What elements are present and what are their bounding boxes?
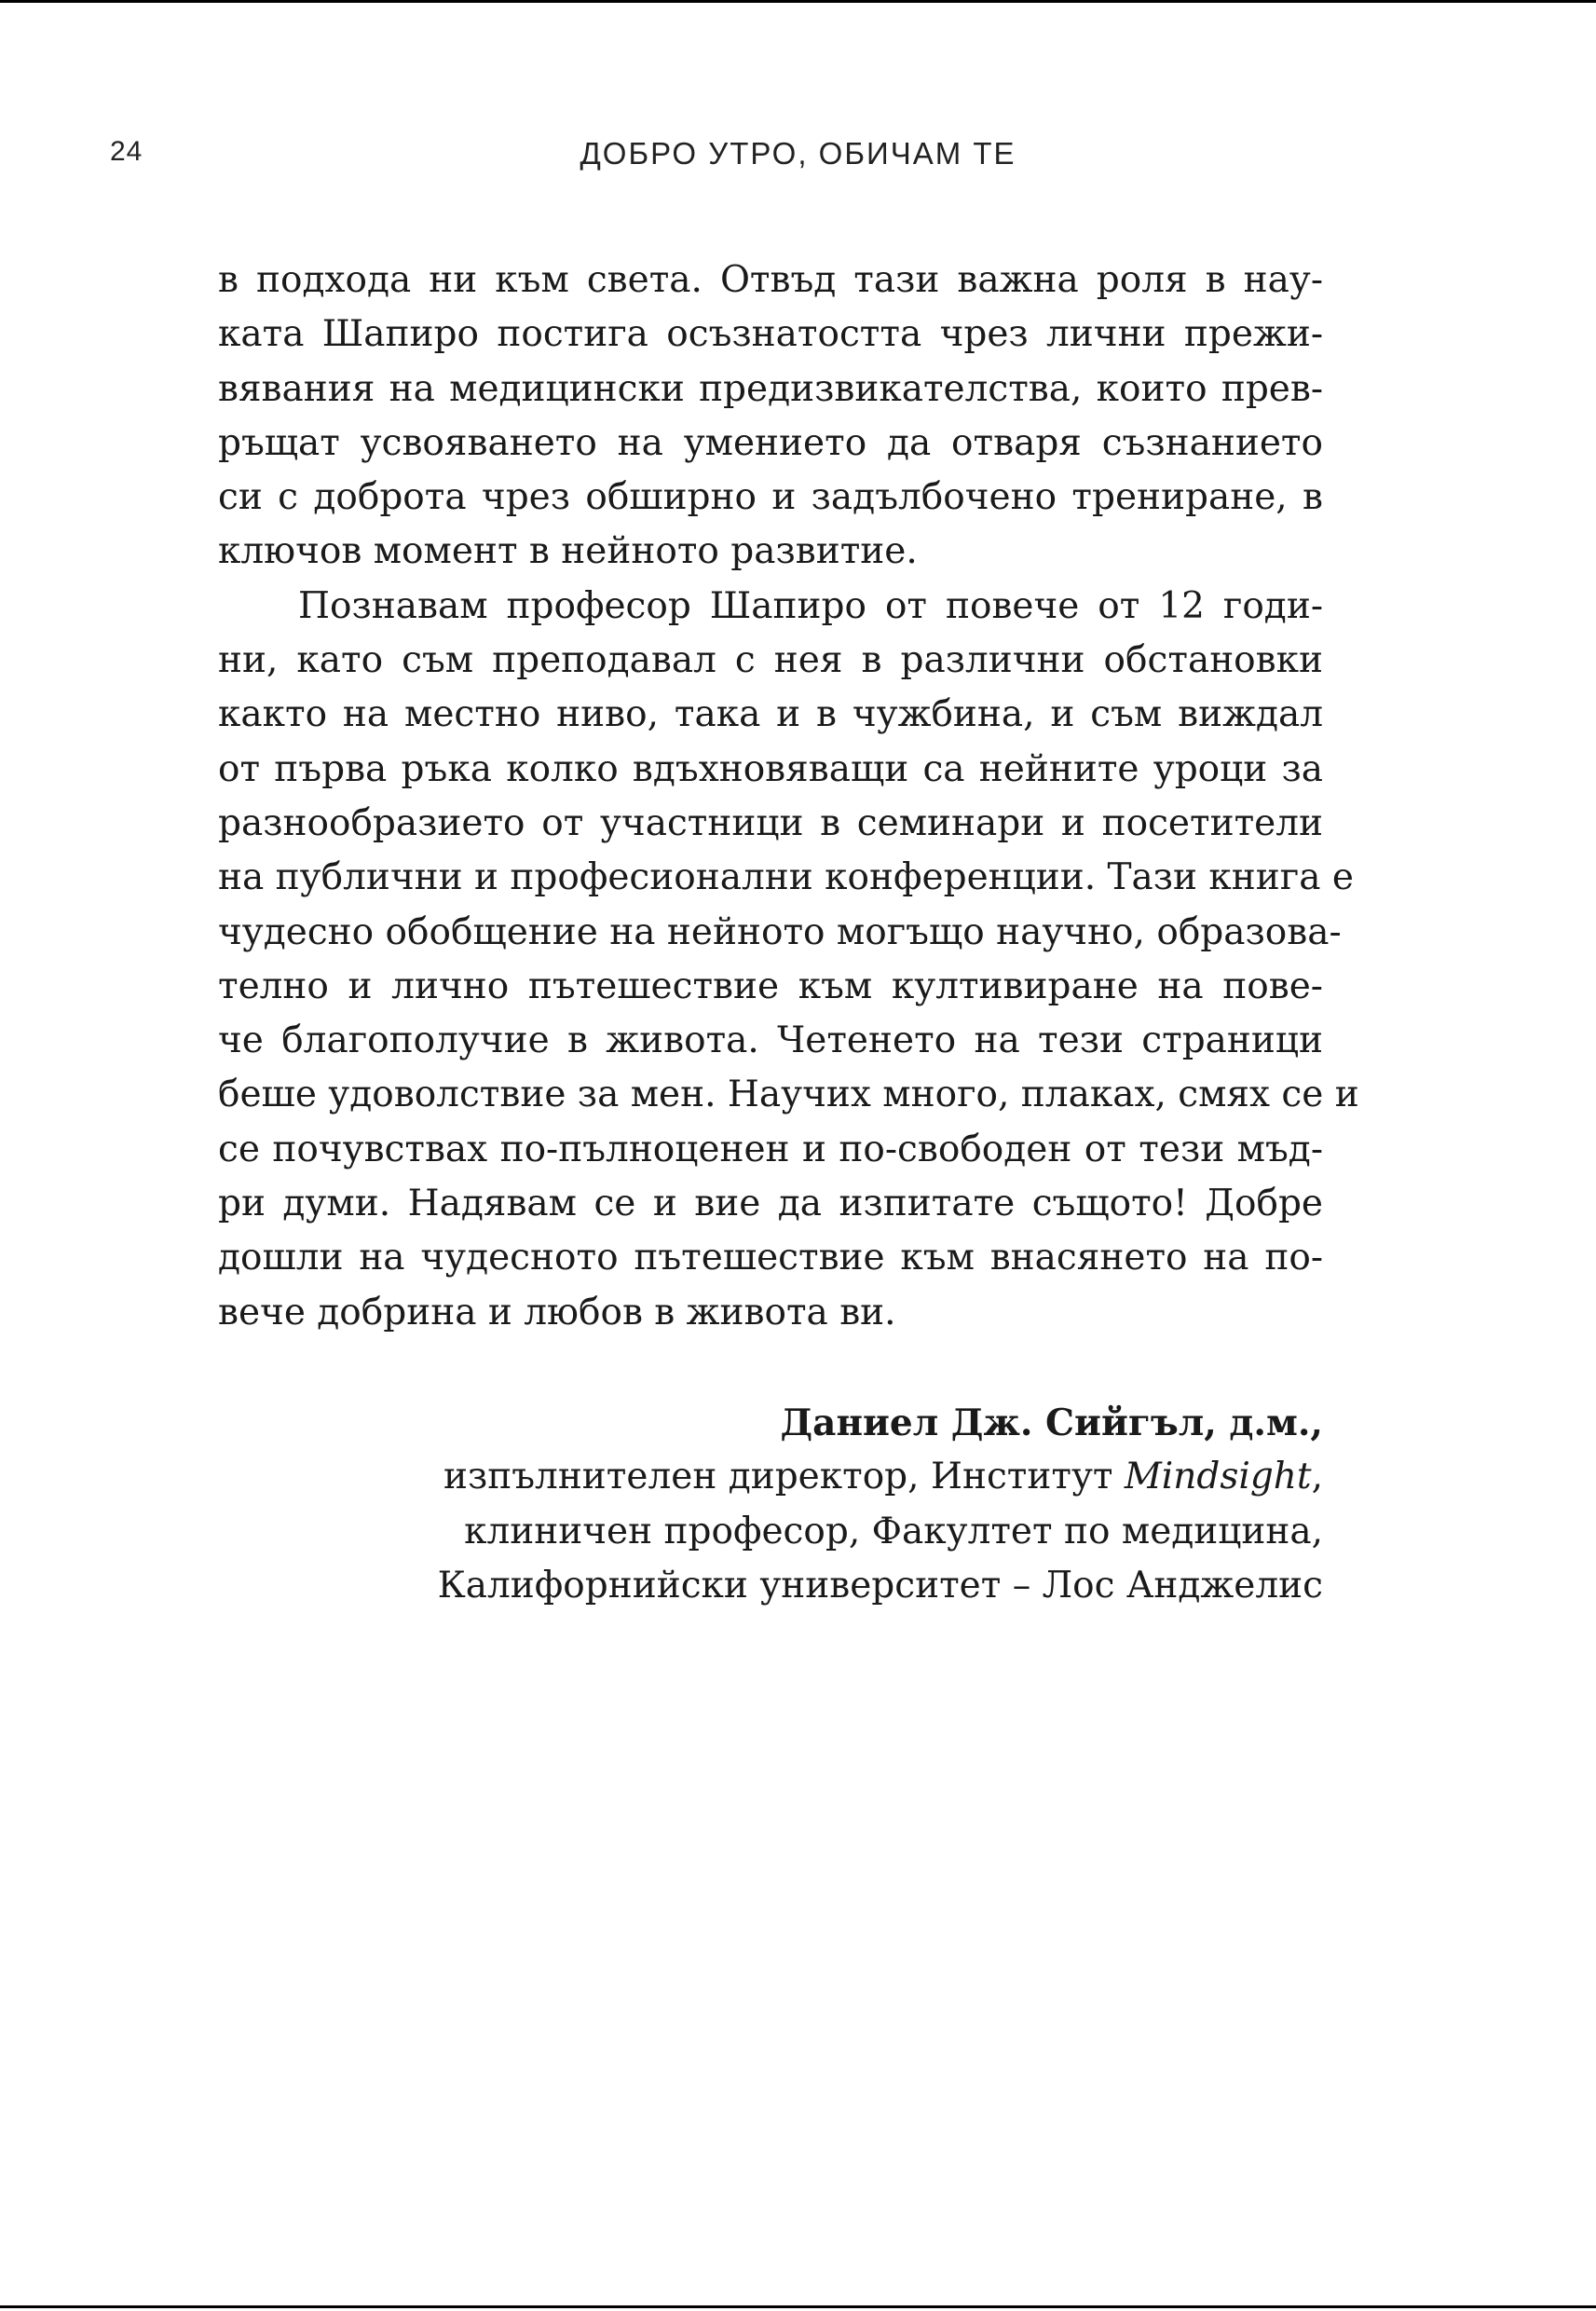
text-line: Познавам професор Шапиро от повече от 12 годи- <box>298 584 1323 627</box>
text-line: телно и лично пътешествие към култивиране на пове- <box>218 964 1323 1007</box>
text-line: ключов момент в нейното развитие. <box>218 530 918 573</box>
paragraph-1 <box>218 253 1323 580</box>
author-name: Даниел Дж. Сийгъл, д.м., <box>780 1402 1323 1444</box>
text-line: ри думи. Надявам се и вие да изпитате същото! Добре <box>218 1183 1323 1225</box>
text-line: от първа ръка колко вдъхновяващи са нейните уроци за <box>218 747 1323 790</box>
text-line: ката Шапиро постига осъзнатостта чрез лични прежи- <box>218 313 1323 356</box>
text-line: си с доброта чрез обширно и задълбочено трениране, в <box>218 476 1323 519</box>
running-title: ДОБРО УТРО, ОБИЧАМ ТЕ <box>580 136 1016 171</box>
text-line: вече добрина и любов в живота ви. <box>218 1291 896 1333</box>
author-title-prefix: изпълнителен директор, Институт <box>443 1456 1125 1498</box>
text-line: чудесно обобщение на нейното могъщо научно, образова- <box>218 910 1342 953</box>
body-text <box>218 253 1359 1340</box>
page-number: 24 <box>110 136 143 167</box>
text-line: както на местно ниво, така и в чужбина, и съм виждал <box>218 693 1323 736</box>
author-title-suffix: , <box>1311 1456 1323 1498</box>
text-line: вявания на медицински предизвикателства, които прев- <box>218 367 1323 410</box>
text-line: че благополучие в живота. Четенето на тези страници <box>218 1019 1323 1062</box>
text-line: ръщат усвояването на умението да отваря съзнанието <box>218 421 1323 464</box>
text-line: дошли на чудесното пътешествие към внасянето на по- <box>218 1237 1323 1279</box>
page-bottom-border <box>0 2305 1596 2308</box>
author-title-line-1 <box>218 1450 1323 1504</box>
page-top-border <box>0 0 1596 3</box>
author-title-line-3: Калифорнийски университет – Лос Анджелис <box>437 1564 1323 1607</box>
text-line: беше удоволствие за мен. Научих много, плаках, смях се и <box>218 1073 1359 1116</box>
text-line: разнообразието от участници в семинари и посетители <box>218 801 1323 844</box>
paragraph-2 <box>218 580 1359 1340</box>
signature-block <box>218 1396 1323 1613</box>
institute-name: Mindsight <box>1124 1456 1312 1498</box>
text-line: ни, като съм преподавал с нея в различни обстановки <box>218 639 1323 682</box>
text-line: на публични и професионални конференции. Тази книга е <box>218 856 1354 899</box>
author-title-line-2: клиничен професор, Факултет по медицина, <box>464 1510 1323 1552</box>
text-line: в подхода ни към света. Отвъд тази важна роля в нау- <box>218 259 1323 301</box>
text-line: се почувствах по-пълноценен и по-свободен от тези мъд- <box>218 1128 1323 1170</box>
